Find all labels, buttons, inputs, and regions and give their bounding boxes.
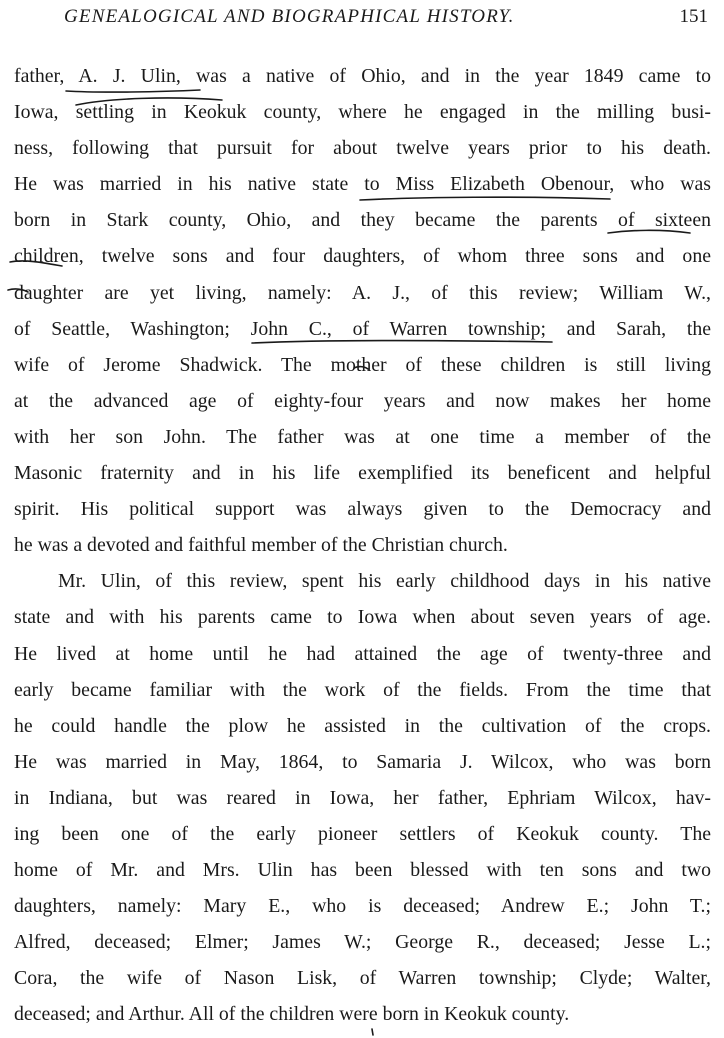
body-text <box>14 62 711 1037</box>
page-number: 151 <box>679 6 708 27</box>
text-line: early became familiar with the work of the fields. From the time that <box>14 678 711 701</box>
text-line: Masonic fraternity and in his life exemplified its beneficent and helpful <box>14 462 711 485</box>
text-line: wife of Jerome Shadwick. The mother of these children is still living <box>14 353 711 376</box>
text-line: spirit. His political support was always given to the Democracy and <box>14 498 711 521</box>
paragraph-2 <box>14 567 711 1036</box>
text-line: Alfred, deceased; Elmer; James W.; George R., deceased; Jesse L.; <box>14 931 711 954</box>
paragraph-1 <box>14 62 711 567</box>
text-line: Cora, the wife of Nason Lisk, of Warren township; Clyde; Walter, <box>14 967 711 990</box>
page-header <box>0 6 724 30</box>
text-line: He lived at home until he had attained the age of twenty-three and <box>14 642 711 665</box>
text-line: he could handle the plow he assisted in the cultivation of the crops. <box>14 714 711 737</box>
text-line: born in Stark county, Ohio, and they became the parents of sixteen <box>14 209 711 232</box>
text-line: ness, following that pursuit for about twelve years prior to his death. <box>14 137 711 160</box>
running-title: GENEALOGICAL AND BIOGRAPHICAL HISTORY. <box>64 6 515 27</box>
text-line: father, A. J. Ulin, was a native of Ohio, and in the year 1849 came to <box>14 65 711 87</box>
text-line: in Indiana, but was reared in Iowa, her father, Ephriam Wilcox, hav- <box>14 786 711 809</box>
text-line: at the advanced age of eighty-four years and now makes her home <box>14 389 711 412</box>
text-line: Mr. Ulin, of this review, spent his early childhood days in his native <box>58 570 711 593</box>
text-line: with her son John. The father was at one time a member of the <box>14 425 711 448</box>
text-line: He was married in May, 1864, to Samaria J. Wilcox, who was born <box>14 750 711 773</box>
text-line: children, twelve sons and four daughters, of whom three sons and one <box>14 245 711 268</box>
text-line: deceased; and Arthur. All of the children were born in Keokuk county. <box>14 1003 570 1026</box>
text-line: state and with his parents came to Iowa when about seven years of age. <box>14 606 711 629</box>
text-line: daughters, namely: Mary E., who is deceased; Andrew E.; John T.; <box>14 895 711 918</box>
text-line: daughter are yet living, namely: A. J., of this review; William W., <box>14 281 711 304</box>
text-line: Iowa, settling in Keokuk county, where he engaged in the milling busi- <box>14 101 711 124</box>
text-line: He was married in his native state to Miss Elizabeth Obenour, who was <box>14 173 711 196</box>
text-line: ing been one of the early pioneer settlers of Keokuk county. The <box>14 822 711 845</box>
text-line: of Seattle, Washington; John C., of Warren township; and Sarah, the <box>14 317 711 340</box>
text-line: home of Mr. and Mrs. Ulin has been blessed with ten sons and two <box>14 859 711 882</box>
text-line: he was a devoted and faithful member of the Christian church. <box>14 534 508 557</box>
